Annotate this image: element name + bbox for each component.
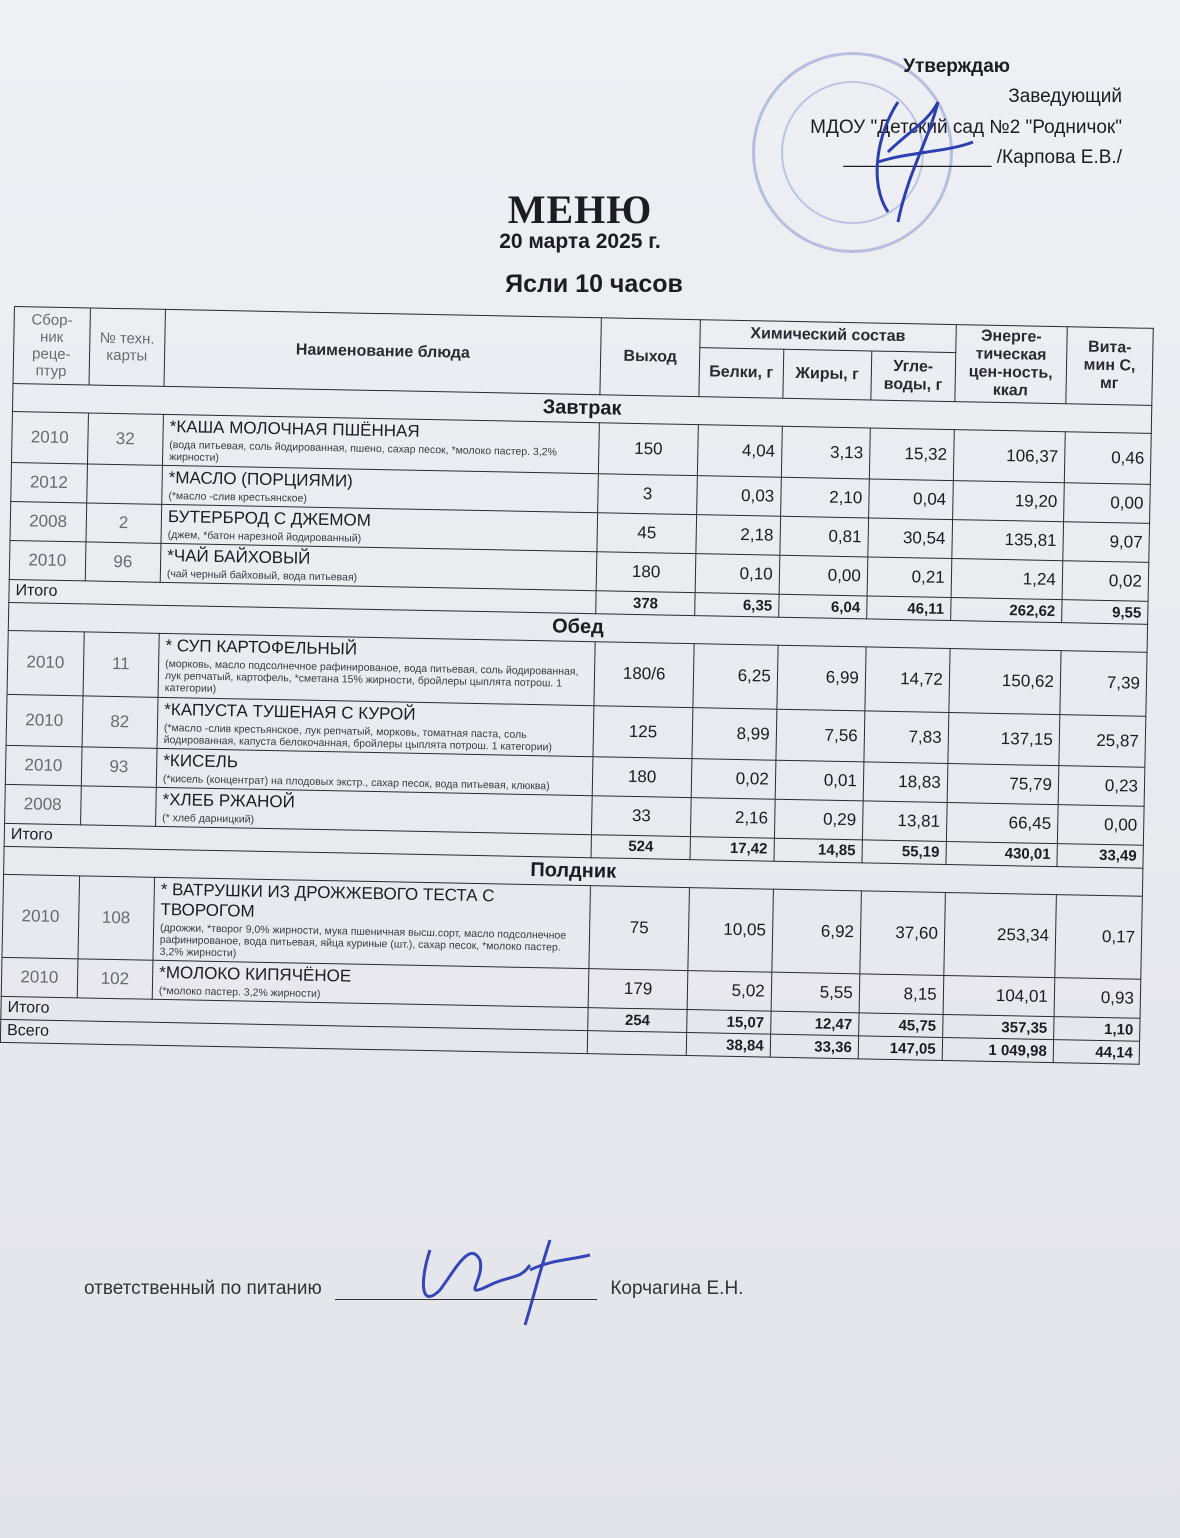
yield-value: 125 <box>593 705 693 758</box>
card-number: 32 <box>87 413 163 466</box>
total-label: Итого <box>9 580 597 614</box>
collection-code: 2010 <box>1 957 77 998</box>
vitamin-value: 0,02 <box>1062 561 1149 602</box>
dish-name: * ВАТРУШКИ ИЗ ДРОЖЖЕВОГО ТЕСТА С ТВОРОГОМ <box>160 879 495 921</box>
yield-value: 150 <box>599 423 699 476</box>
grand-total-energy: 1 049,98 <box>942 1037 1054 1062</box>
col-energy: Энерге-тическая цен-ность, ккал <box>955 325 1068 404</box>
dish-ingredients: (*кисель (концентрат) на плодовых экстр., сахар песок, вода питьевая, клюква) <box>162 772 550 792</box>
grand-total-label: Всего <box>0 1019 588 1053</box>
dish-cell <box>158 634 595 706</box>
card-number: 2 <box>85 503 161 544</box>
grand-total-protein: 38,84 <box>686 1033 770 1058</box>
approval-position: Заведующий <box>1008 86 1122 108</box>
collection-code: 2010 <box>9 541 85 582</box>
card-number: 96 <box>85 542 161 583</box>
fat-value: 0,00 <box>779 555 868 596</box>
dish-name: *КАПУСТА ТУШЕНАЯ С КУРОЙ <box>164 699 416 724</box>
col-chem: Химический состав <box>700 320 956 353</box>
vitamin-value: 0,17 <box>1055 894 1143 979</box>
section-title: Полдник <box>4 846 1143 896</box>
yield-value: 45 <box>597 513 696 554</box>
dish-name: *МОЛОКО КИПЯЧЁНОЕ <box>159 962 352 986</box>
carbs-value: 7,83 <box>864 710 949 763</box>
total-protein: 17,42 <box>690 836 774 861</box>
dish-cell <box>162 414 599 473</box>
fat-value: 6,92 <box>772 889 862 974</box>
energy-value: 137,15 <box>948 712 1060 765</box>
fat-value: 0,81 <box>780 516 869 557</box>
section-title: Завтрак <box>12 383 1151 433</box>
approval-title: Утверждаю <box>903 56 1010 77</box>
protein-value: 6,25 <box>693 644 778 709</box>
energy-value: 253,34 <box>944 892 1057 977</box>
protein-value: 10,05 <box>688 887 773 972</box>
yield-value: 33 <box>592 795 691 836</box>
card-number <box>86 464 162 505</box>
carbs-value: 0,04 <box>868 479 953 520</box>
carbs-value: 30,54 <box>868 518 953 559</box>
energy-value: 104,01 <box>943 975 1055 1016</box>
col-collection: Сбор-ник реце-птур <box>13 307 90 385</box>
dish-cell <box>153 877 591 969</box>
total-fat: 14,85 <box>774 838 863 863</box>
vitamin-value: 25,87 <box>1059 714 1146 767</box>
collection-code: 2010 <box>7 631 84 696</box>
grand-total-carbs: 147,05 <box>858 1036 942 1061</box>
yield-value: 180 <box>592 756 691 797</box>
dish-name: *КИСЕЛЬ <box>163 750 239 772</box>
energy-value: 135,81 <box>952 520 1064 561</box>
energy-value: 19,20 <box>952 481 1064 522</box>
fat-value: 0,01 <box>775 760 864 801</box>
signature-line <box>335 1279 597 1300</box>
vitamin-value: 7,39 <box>1060 651 1147 716</box>
dish-ingredients: (*масло -слив крестьянское, лук репчатый, морковь, томатная паста, соль йодированная, капуста белокочанная, бройлеры цыплята потрош. 1 категории) <box>163 721 552 753</box>
approval-signer: ______________ /Карпова Е.В./ <box>843 147 1122 169</box>
total-vitamin: 33,49 <box>1057 843 1144 868</box>
yield-value: 180 <box>596 552 695 593</box>
grand-total-vitamin: 44,14 <box>1053 1040 1140 1065</box>
collection-code: 2010 <box>6 694 82 747</box>
footer-label: ответственный по питанию <box>84 1278 322 1299</box>
total-label: Итого <box>1 996 589 1030</box>
protein-value: 2,16 <box>690 797 775 838</box>
protein-value: 4,04 <box>697 425 782 478</box>
vitamin-value: 0,00 <box>1057 804 1144 845</box>
total-vitamin: 1,10 <box>1054 1017 1141 1042</box>
energy-value: 1,24 <box>951 559 1063 600</box>
total-label: Итого <box>4 823 592 857</box>
total-fat: 6,04 <box>778 595 867 620</box>
fat-value: 3,13 <box>781 426 870 479</box>
card-number: 93 <box>81 747 157 788</box>
approval-org: МДОУ "Детский сад №2 "Родничок" <box>810 116 1122 138</box>
doc-title: МЕНЮ <box>507 187 653 232</box>
yield-value: 3 <box>598 474 697 515</box>
total-protein: 6,35 <box>695 593 779 618</box>
footer-name: Корчагина Е.Н. <box>610 1278 744 1299</box>
vitamin-value: 9,07 <box>1063 522 1150 563</box>
protein-value: 5,02 <box>687 970 772 1011</box>
card-number: 102 <box>77 959 153 1000</box>
col-carbs: Угле-воды, г <box>871 351 956 402</box>
grand-total-fat: 33,36 <box>770 1034 859 1059</box>
dish-name: *КАША МОЛОЧНАЯ ПШЁННАЯ <box>169 417 420 441</box>
dish-ingredients: (*молоко пастер. 3,2% жирности) <box>158 984 321 1000</box>
menu-table <box>0 306 1154 1065</box>
collection-code: 2008 <box>10 502 86 543</box>
vitamin-value: 0,23 <box>1058 765 1145 806</box>
dish-name: БУТЕРБРОД С ДЖЕМОМ <box>167 507 372 531</box>
dish-cell <box>157 697 594 756</box>
energy-value: 106,37 <box>953 430 1065 483</box>
protein-value: 0,02 <box>691 758 776 799</box>
col-name: Наименование блюда <box>164 309 602 394</box>
vitamin-value: 0,93 <box>1054 978 1141 1019</box>
carbs-value: 18,83 <box>863 762 948 803</box>
fat-value: 6,99 <box>777 646 866 711</box>
carbs-value: 37,60 <box>860 891 945 976</box>
doc-date: 20 марта 2025 г. <box>499 230 661 253</box>
col-vitamin: Вита-мин С, мг <box>1066 327 1154 406</box>
collection-code: 2012 <box>11 463 87 504</box>
total-carbs: 45,75 <box>858 1013 942 1038</box>
total-yield: 524 <box>591 834 690 859</box>
dish-name: *ХЛЕБ РЖАНОЙ <box>162 789 295 812</box>
col-protein: Белки, г <box>699 347 784 398</box>
yield-value: 179 <box>588 969 687 1010</box>
total-yield: 378 <box>596 591 695 616</box>
energy-value: 75,79 <box>947 763 1059 804</box>
dish-name: *МАСЛО (ПОРЦИЯМИ) <box>168 468 354 491</box>
carbs-value: 13,81 <box>862 801 947 842</box>
carbs-value: 8,15 <box>859 974 944 1015</box>
col-card: № техн. карты <box>88 308 165 386</box>
footer <box>84 1278 743 1300</box>
menu-body <box>0 383 1151 1064</box>
dish-ingredients: (*масло -слив крестьянское) <box>168 490 308 505</box>
fat-value: 7,56 <box>776 709 865 762</box>
energy-value: 66,45 <box>946 802 1058 843</box>
total-energy: 357,35 <box>942 1014 1054 1039</box>
dish-ingredients: (джем, *батон нарезной йодированный) <box>167 529 362 545</box>
carbs-value: 0,21 <box>867 557 952 598</box>
protein-value: 0,03 <box>696 476 781 517</box>
total-yield: 254 <box>588 1008 687 1033</box>
total-protein: 15,07 <box>687 1010 771 1035</box>
col-fat: Жиры, г <box>783 349 872 400</box>
grand-total-yield <box>588 1031 687 1056</box>
carbs-value: 15,32 <box>869 428 954 481</box>
doc-subtitle: Ясли 10 часов <box>505 270 683 298</box>
vitamin-value: 0,00 <box>1063 483 1150 524</box>
protein-value: 8,99 <box>692 707 777 760</box>
fat-value: 2,10 <box>780 477 869 518</box>
yield-value: 75 <box>589 885 689 970</box>
collection-code: 2010 <box>2 874 79 959</box>
dish-ingredients: (морковь, масло подсолнечное рафинированое, вода питьевая, соль йодированная, лук репчатый, картофель, *сметана 15% жирности, бройлеры цыплята потрош. 1 категории) <box>164 658 579 696</box>
card-number <box>80 786 156 827</box>
dish-ingredients: (* хлеб дарницкий) <box>162 811 255 826</box>
col-yield: Выход <box>600 318 700 397</box>
yield-value: 180/6 <box>594 642 694 707</box>
energy-value: 150,62 <box>949 649 1061 714</box>
collection-code: 2008 <box>5 784 81 825</box>
total-carbs: 55,19 <box>862 840 946 865</box>
total-energy: 262,62 <box>950 598 1062 623</box>
dish-name: * СУП КАРТОФЕЛЬНЫЙ <box>165 636 358 659</box>
carbs-value: 14,72 <box>865 647 950 712</box>
total-carbs: 46,11 <box>866 596 950 621</box>
collection-code: 2010 <box>5 745 81 786</box>
card-number: 82 <box>82 695 158 748</box>
dish-ingredients: (чай черный байховый, вода питьевая) <box>166 568 358 584</box>
section-title: Обед <box>8 603 1147 653</box>
protein-value: 0,10 <box>695 554 780 595</box>
vitamin-value: 0,46 <box>1064 432 1151 485</box>
fat-value: 5,55 <box>771 972 860 1013</box>
dish-name: *ЧАЙ БАЙХОВЫЙ <box>167 546 311 568</box>
card-number: 11 <box>83 632 160 697</box>
total-fat: 12,47 <box>770 1011 859 1036</box>
total-energy: 430,01 <box>946 841 1058 866</box>
dish-ingredients: (дрожжи, *творог 9,0% жирности, мука пшеничная высш.сорт, масло подсолнечное рафинированое, вода питьевая, яйца куриные (шт.), сахар песок, *молоко пастер. 3,2% жирности) <box>159 921 567 960</box>
dish-ingredients: (вода питьевая, соль йодированная, пшено, сахар песок, *молоко пастер. 3,2% жирности) <box>169 439 558 465</box>
fat-value: 0,29 <box>774 799 863 840</box>
protein-value: 2,18 <box>696 515 781 556</box>
card-number: 108 <box>77 876 154 961</box>
collection-code: 2010 <box>11 411 87 464</box>
total-vitamin: 9,55 <box>1062 600 1149 625</box>
